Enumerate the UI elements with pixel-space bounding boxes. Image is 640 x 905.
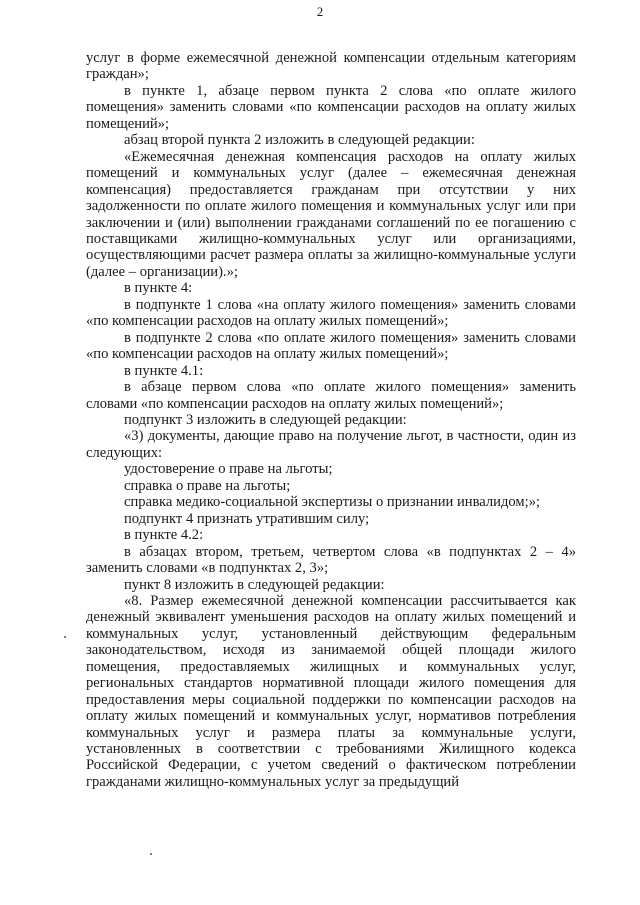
paragraph: услуг в форме ежемесячной денежной компенсации отдельным категориям граждан»; <box>86 50 576 83</box>
paragraph: подпункт 4 признать утратившим силу; <box>124 510 370 527</box>
paragraph: «Ежемесячная денежная компенсация расходов на оплату жилых помещений и коммунальных услуг (далее – ежемесячная денежная компенсация) предоставляется гражданам при отсутствии у них задолженности по оплате жилого помещения и коммунальных услуг или при заключении и (или) выполнении гражданами соглашений по ее погашению с поставщиками жилищно-коммунальных услуг или организациями, осуществляющими расчет размера оплаты за жилищно-коммунальные услуги (далее – организации).»; <box>86 148 576 280</box>
paragraph: в подпункте 1 слова «на оплату жилого помещения» заменить словами «по компенсации расходов на оплату жилых помещений»; <box>86 296 576 330</box>
paragraph: пункт 8 изложить в следующей редакции: <box>124 576 385 593</box>
paragraph: в абзацах втором, третьем, четвертом слова «в подпунктах 2 – 4» заменить словами «в подпунктах 2, 3»; <box>86 543 576 577</box>
paragraph: подпункт 3 изложить в следующей редакции: <box>124 411 407 428</box>
paragraph: справка о праве на льготы; <box>124 477 291 494</box>
scan-speck <box>150 853 152 855</box>
paragraph: в абзаце первом слова «по оплате жилого помещения» заменить словами «по компенсации расходов на оплату жилых помещений»; <box>86 379 576 412</box>
paragraph: «3) документы, дающие право на получение льгот, в частности, один из следующих: <box>86 428 576 461</box>
paragraph: абзац второй пункта 2 изложить в следующей редакции: <box>124 132 475 149</box>
paragraph: «8. Размер ежемесячной денежной компенсации рассчитывается как денежный эквивалент уменьшения расходов на оплату жилых помещений и коммунальных услуг, установленный действующим федеральным законодательством, исходя из занимаемой общей площади жилого помещения, предоставляемых жилищных и коммунальных услуг, региональных стандартов нормативной площади жилого помещения для предоставления меры социальной поддержки по компенсации расходов на оплату жилых помещений и коммунальных услуг, нормативов потребления коммунальных услуг и размера платы за коммунальные услуги, установленных в соответствии с требованиями Жилищного кодекса Российской Федерации, с учетом сведений о фактическом потреблении гражданами жилищно-коммунальных услуг за предыдущий <box>86 592 576 790</box>
scan-speck <box>64 636 66 638</box>
page-number: 2 <box>316 4 324 19</box>
paragraph: удостоверение о праве на льготы; <box>124 461 333 478</box>
paragraph: в пункте 1, абзаце первом пункта 2 слова «по оплате жилого помещения» заменить словами «по компенсации расходов на оплату жилых помещений»; <box>86 82 576 132</box>
paragraph: в пункте 4.1: <box>124 362 204 379</box>
document-body <box>86 50 576 790</box>
paragraph: в подпункте 2 слова «по оплате жилого помещения» заменить словами «по компенсации расходов на оплату жилых помещений»; <box>86 329 576 363</box>
paragraph: справка медико-социальной экспертизы о признании инвалидом;»; <box>124 494 541 511</box>
paragraph: в пункте 4: <box>124 280 193 297</box>
paragraph: в пункте 4.2: <box>124 527 204 544</box>
